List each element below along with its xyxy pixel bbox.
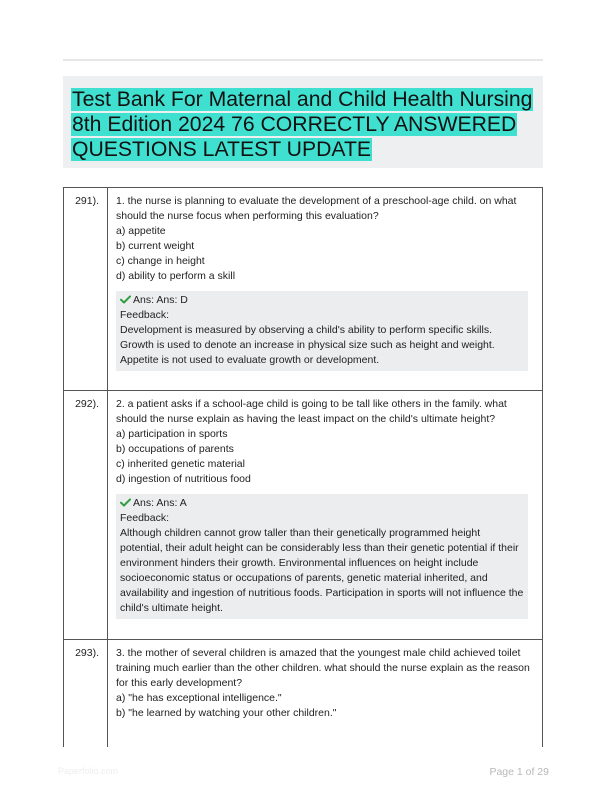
question-row-293: [64, 640, 542, 747]
question-number: 291).: [64, 188, 108, 390]
top-rule: [63, 59, 543, 61]
question-text: 2. a patient asks if a school-age child is going to be tall like others in the family. what should the nurse explain as having the least impact on the child's ultimate height?: [116, 398, 507, 425]
footer-watermark: Paperfolio.com: [58, 766, 119, 776]
option-a: a) appetite: [116, 225, 166, 237]
page-indicator: Page 1 of 29: [489, 766, 549, 778]
checkmark-icon: [120, 498, 131, 507]
option-c: c) change in height: [116, 255, 205, 267]
answer-box: [116, 291, 528, 371]
question-text: 1. the nurse is planning to evaluate the development of a preschool-age child. on what should the nurse focus when performing this evaluation?: [116, 195, 517, 222]
option-b: b) "he learned by watching your other children.": [116, 707, 337, 719]
question-text: 3. the mother of several children is amazed that the youngest male child achieved toilet training much earlier than the other children. what should the nurse explain as the reason for this early development?: [116, 647, 530, 689]
question-number: 293).: [64, 640, 108, 747]
feedback-text: Development is measured by observing a child's ability to perform specific skills. Growth is used to denote an increase in physical size such as height and weight. Appetite is not used to evaluate growth or development.: [120, 324, 495, 366]
option-d: d) ability to perform a skill: [116, 270, 236, 282]
feedback-label: Feedback:: [120, 512, 170, 524]
document-title: Test Bank For Maternal and Child Health Nursing 8th Edition 2024 76 CORRECTLY ANSWERED QUESTIONS LATEST UPDATE: [72, 88, 533, 161]
feedback-label: Feedback:: [120, 309, 170, 321]
question-body: [116, 646, 534, 721]
option-a: a) "he has exceptional intelligence.": [116, 692, 282, 704]
question-number: 292).: [64, 391, 108, 639]
questions-table: [63, 187, 543, 747]
question-row-291: [64, 188, 542, 391]
question-body: [116, 397, 534, 619]
option-c: c) inherited genetic material: [116, 458, 245, 470]
answer-text: Ans: Ans: A: [133, 497, 187, 509]
checkmark-icon: [120, 295, 131, 304]
option-b: b) current weight: [116, 240, 195, 252]
option-a: a) participation in sports: [116, 428, 228, 440]
feedback-text: Although children cannot grow taller than their genetically programmed height potential, their adult height can be considerably less than their genetic potential if their environment hinders their growth. Environmental influences on height include socioeconomic status or occupations of parents, genetic material inherited, and availability and ingestion of nutritious foods. Participation in sports will not influence the child's ultimate height.: [120, 527, 524, 614]
option-d: d) ingestion of nutritious food: [116, 473, 251, 485]
answer-text: Ans: Ans: D: [133, 294, 188, 306]
question-body: [116, 194, 534, 371]
question-row-292: [64, 391, 542, 640]
option-b: b) occupations of parents: [116, 443, 234, 455]
answer-box: [116, 494, 528, 619]
